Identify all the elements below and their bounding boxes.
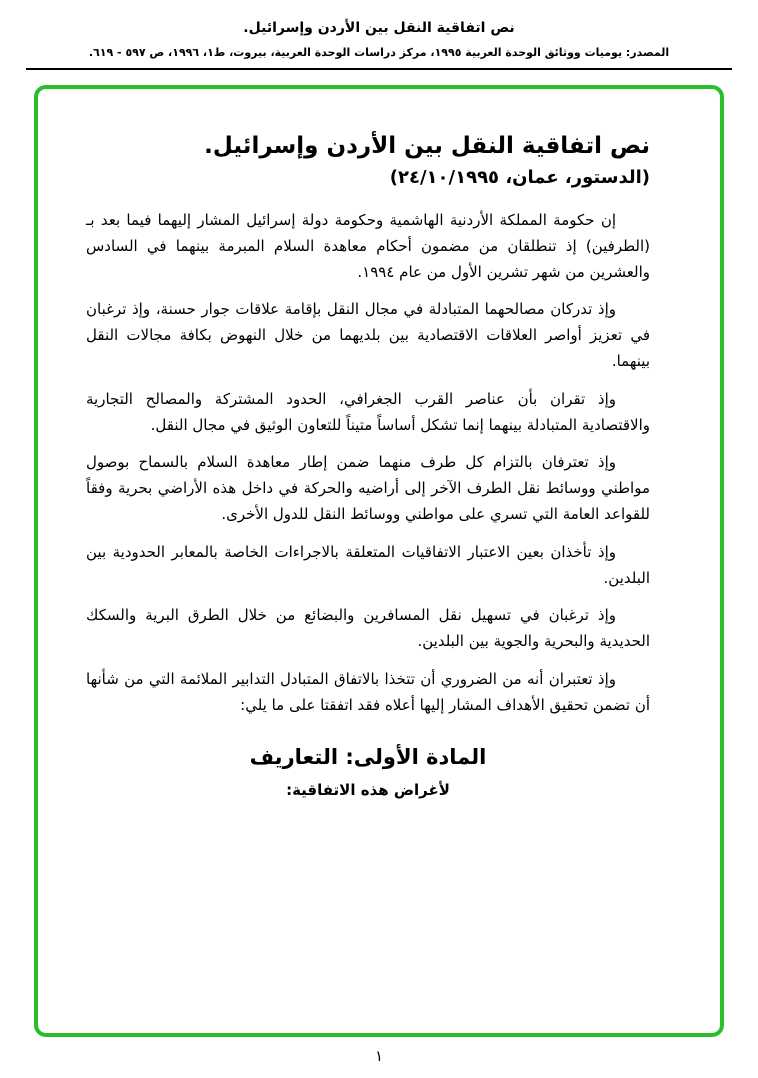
paragraph-preamble: إن حكومة المملكة الأردنية الهاشمية وحكومة دولة إسرائيل المشار إليهما فيما بعد بـ (الطرفين) إذ تنطلقان من مضمون أحكام معاهدة السلام المبرمة بينهما في السادس والعشرين من شهر تشرين الأول من عام ١٩٩٤. <box>86 211 650 281</box>
page-header-title: نص اتفاقية النقل بين الأردن وإسرائيل. <box>243 20 515 36</box>
paragraph-peace-treaty-obligation: وإذ تعترفان بالتزام كل طرف منهما ضمن إطار معاهدة السلام بالسماح بوصول مواطني ووسائط نقل الطرف الآخر إلى أراضيه والحركة في داخل هذه الأراضي بحرية وفقاً للقواعد العامة التي تسري على مواطني ووسائط النقل للدول الأخرى. <box>86 453 650 523</box>
paragraph-facilitate-transport: وإذ ترغبان في تسهيل نقل المسافرين والبضائع من خلال الطرق البرية والسكك الحديدية والبحرية والجوية بين البلدين. <box>86 606 650 651</box>
paragraph-mutual-interests: وإذ تدركان مصالحهما المتبادلة في مجال النقل بإقامة علاقات جوار حسنة، وإذ ترغبان في تعزيز أواصر العلاقات الاقتصادية بين بلديهما من خلال النهوض بكافة مجالات النقل بينهما. <box>86 300 650 370</box>
document-body <box>38 89 720 799</box>
header-divider <box>26 68 732 70</box>
document-subtitle: (الدستور، عمان، ٢٤/١٠/١٩٩٥) <box>389 167 650 188</box>
section-heading-article-one: المادة الأولى: التعاريف <box>249 744 487 769</box>
page-header <box>0 0 758 70</box>
document-title: نص اتفاقية النقل بين الأردن وإسرائيل. <box>204 133 650 159</box>
content-frame <box>34 85 724 1037</box>
page-number: ١ <box>374 1047 384 1065</box>
section-intro: لأغراض هذه الاتفاقية: <box>286 780 450 799</box>
paragraph-border-crossings: وإذ تأخذان بعين الاعتبار الاتفاقيات المتعلقة بالاجراءات الخاصة بالمعابر الحدودية بين البلدين. <box>86 542 650 587</box>
paragraph-geographic-proximity: وإذ تقران بأن عناصر القرب الجغرافي، الحدود المشتركة والمصالح التجارية والاقتصادية المتبادلة بينهما إنما تشكل أساساً متيناً للتعاون الوثيق في مجال النقل. <box>86 389 650 434</box>
page-header-source: المصدر: يوميات ووثائق الوحدة العربية ١٩٩٥، مركز دراسات الوحدة العربية، بيروت، ط١، ١٩٩٦، ص ٥٩٧ - ٦١٩. <box>88 46 670 59</box>
paragraph-measures-agreed: وإذ تعتبران أنه من الضروري أن تتخذا بالاتفاق المتبادل التدابير الملائمة التي من شأنها أن تضمن تحقيق الأهداف المشار إليها أعلاه فقد اتفقتا على ما يلي: <box>86 669 650 714</box>
